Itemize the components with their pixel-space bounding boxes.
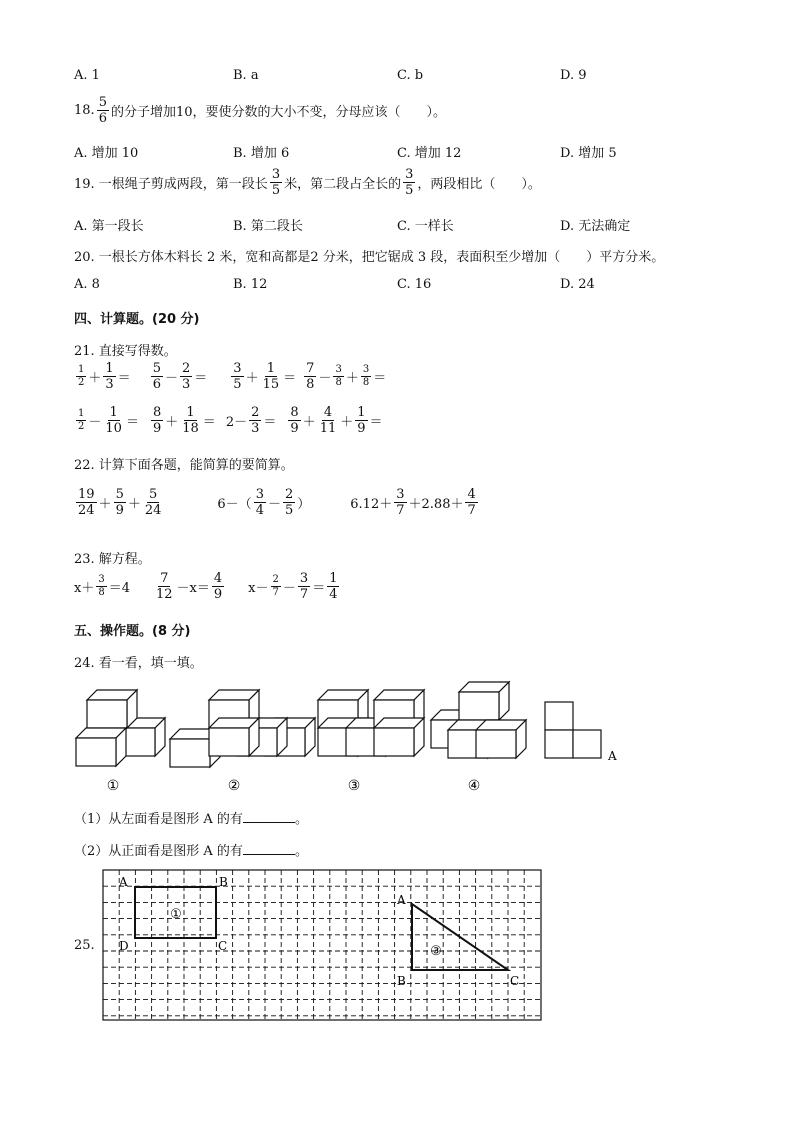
answer-blank-1[interactable] xyxy=(243,811,295,823)
rect-vertex-a: A xyxy=(119,875,128,889)
q23-eq1-rhs: ＝4 xyxy=(108,581,130,596)
q25-grid xyxy=(103,870,541,1020)
q24-stem: 24. 看一看，填一填。 xyxy=(74,656,203,671)
q24-sub-2: （2）从正面看是图形 A 的有 。 xyxy=(74,844,308,859)
q23-eq1-x: x＋ xyxy=(74,581,95,596)
cube-figure-2 xyxy=(170,690,315,767)
q19-text-3: ，两段相比（ ）。 xyxy=(417,177,541,192)
q20-option-b: B. 12 xyxy=(233,277,268,292)
q20-option-d: D. 24 xyxy=(560,277,595,292)
q19-option-d: D. 无法确定 xyxy=(560,219,631,234)
cube-figure-4 xyxy=(431,682,526,758)
fraction: $\frac{5}{6}$ xyxy=(98,95,107,126)
figure-label-4: ④ xyxy=(467,778,481,794)
rect-label: ① xyxy=(170,907,182,922)
q18-option-d: D. 增加 5 xyxy=(560,146,617,161)
section-4-heading: 四、计算题。(20 分) xyxy=(74,312,200,327)
figure-a xyxy=(545,702,601,758)
cube-figure-1 xyxy=(76,690,165,766)
q17-option-d: D. 9 xyxy=(560,68,587,83)
q23-eq2-mid: －x＝ xyxy=(176,581,210,596)
rect-vertex-d: D xyxy=(119,939,129,953)
q19-text-1: 19. 一根绳子剪成两段，第一段长 xyxy=(74,177,268,192)
q18-number: 18. xyxy=(74,103,95,118)
q21-stem: 21. 直接写得数。 xyxy=(74,344,177,359)
q22-stem: 22. 计算下面各题，能简算的要简算。 xyxy=(74,458,294,473)
cube-figure-3 xyxy=(318,690,424,756)
tri-vertex-a: A xyxy=(397,893,406,907)
q21-row-1: $\frac{1}{2}$ ＋ $\frac{1}{3}$ ＝ $\frac{5}{6}$ － $\frac{2}{3}$ ＝ $\frac{3}{5}$ ＋ $\frac{1}{15}$ ＝ $\frac{7}{8}$ － $\frac{3}{8}$ ＋ $\frac{3}{8}$ ＝ xyxy=(78,361,387,392)
q23-stem: 23. 解方程。 xyxy=(74,552,151,567)
rect-vertex-c: C xyxy=(218,939,228,953)
tri-label: ③ xyxy=(430,944,442,959)
q20-stem: 20. 一根长方体木料长 2 米，宽和高都是2 分米，把它锯成 3 段，表面积至少增加（ ）平方分米。 xyxy=(74,250,665,265)
q20-option-c: C. 16 xyxy=(397,277,432,292)
rect-vertex-b: B xyxy=(219,875,228,889)
q24-sub-1: （1）从左面看是图形 A 的有 。 xyxy=(74,812,308,827)
q22-expr-2-end: ） xyxy=(297,497,311,512)
q19-option-a: A. 第一段长 xyxy=(74,219,144,234)
q19-text-2: 米，第二段占全长的 xyxy=(284,177,402,192)
q17-option-c: C. b xyxy=(397,68,424,83)
q22-expressions: $\frac{19}{24}$ ＋ $\frac{5}{9}$ ＋ $\frac{5}{24}$ 6－（ $\frac{3}{4}$ － $\frac{2}{5}$ ） 6.12＋ $\frac{3}{7}$ ＋2.88＋ $\frac{4}{7}$ xyxy=(78,487,476,518)
figure-label-2: ② xyxy=(227,778,241,794)
q17-option-a: A. 1 xyxy=(74,68,100,83)
q20-option-a: A. 8 xyxy=(74,277,100,292)
tri-vertex-b: B xyxy=(397,974,406,988)
fraction: $\frac{3}{5}$ xyxy=(271,167,281,198)
q19-option-c: C. 一样长 xyxy=(397,219,454,234)
answer-blank-2[interactable] xyxy=(243,843,295,855)
fraction: $\frac{3}{5}$ xyxy=(405,167,414,198)
q18-option-b: B. 增加 6 xyxy=(233,146,290,161)
q22-expr-2-start: 6－（ xyxy=(217,497,252,512)
q23-equations: x＋ $\frac{3}{8}$ ＝4 $\frac{7}{12}$ －x＝ $\frac{4}{9}$ x－ $\frac{2}{7}$ － $\frac{3}{7}$ ＝ $\frac{1}{4}$ xyxy=(74,571,338,602)
figure-label-1: ① xyxy=(106,778,120,794)
q21-row-2: $\frac{1}{2}$ － $\frac{1}{10}$ ＝ $\frac{8}{9}$ ＋ $\frac{1}{18}$ ＝ 2－ $\frac{2}{3}$ ＝ $\frac{8}{9}$ ＋ $\frac{4}{11}$ ＋ $\frac{1}{9}$ ＝ xyxy=(78,405,383,436)
q23-eq3-x: x－ xyxy=(248,581,269,596)
q18-text: 的分子增加10，要使分数的大小不变，分母应该（ ）。 xyxy=(110,105,447,120)
q25-number: 25. xyxy=(74,938,95,953)
section-5-heading: 五、操作题。(8 分) xyxy=(74,624,191,639)
q17-option-b: B. a xyxy=(233,68,259,83)
figure-label-3: ③ xyxy=(347,778,361,794)
q22-expr-3-mid: ＋2.88＋ xyxy=(408,497,464,512)
q18-option-c: C. 增加 12 xyxy=(397,146,462,161)
figure-a-label: A xyxy=(608,749,617,763)
q19-option-b: B. 第二段长 xyxy=(233,219,303,234)
tri-vertex-c: C xyxy=(510,974,520,988)
q18-option-a: A. 增加 10 xyxy=(74,146,139,161)
q22-expr-3-start: 6.12＋ xyxy=(350,497,393,512)
